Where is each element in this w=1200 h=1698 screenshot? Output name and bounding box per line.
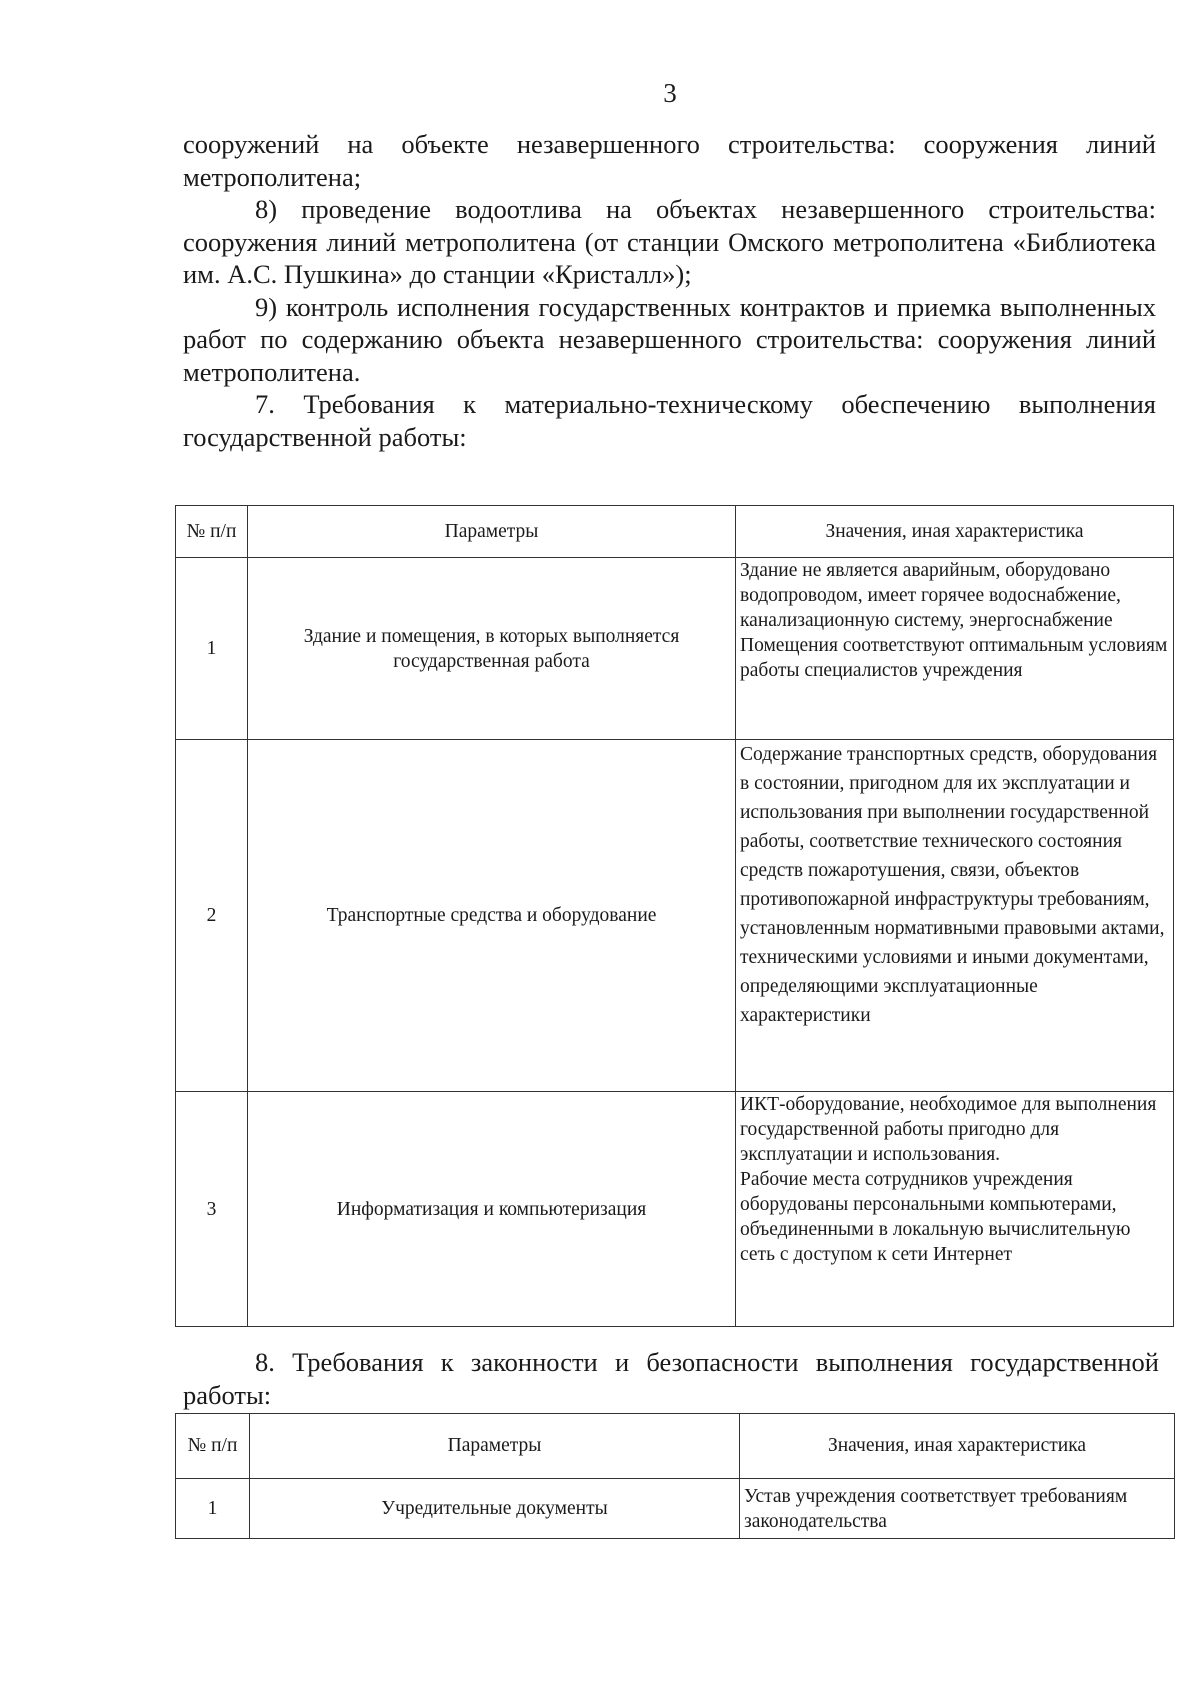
paragraph-continuation: сооружений на объекте незавершенного строительства: сооружения линий метрополитена; <box>183 129 1156 192</box>
column-header-number: № п/п <box>176 506 248 558</box>
row-parameter: Транспортные средства и оборудование <box>248 740 736 1092</box>
row-value: Содержание транспортных средств, оборудования в состоянии, пригодном для их эксплуатации и использования при выполнении государственной работы, соответствие технического состояния средств пожаротушения, связи, объектов противопожарной инфраструктуры требованиям, установленным нормативными правовыми актами, техническими условиями и иными документами, определяющими эксплуатационные характеристики <box>736 740 1174 1092</box>
row-number: 3 <box>176 1092 248 1327</box>
material-technical-requirements-table <box>175 505 1174 1327</box>
column-header-parameters: Параметры <box>250 1414 740 1479</box>
table-header-row <box>176 506 1174 558</box>
table-row <box>176 1092 1174 1327</box>
table-row <box>176 558 1174 740</box>
table-row <box>176 1479 1175 1539</box>
row-parameter: Учредительные документы <box>250 1479 740 1539</box>
row-value: Здание не является аварийным, оборудовано водопроводом, имеет горячее водоснабжение, канализационную систему, энергоснабжение Помещения соответствуют оптимальным условиям работы специалистов учреждения <box>736 558 1174 740</box>
row-value: ИКТ-оборудование, необходимое для выполнения государственной работы пригодно для эксплуатации и использования. Рабочие места сотрудников учреждения оборудованы персональными компьютерами, объединенными в локальную вычислительную сеть с доступом к сети Интернет <box>736 1092 1174 1327</box>
paragraph-item-8: 8) проведение водоотлива на объектах незавершенного строительства: сооружения линий метрополитена (от станции Омского метрополитена «Библиотека им. А.С. Пушкина» до станции «Кристалл»); <box>183 194 1156 289</box>
column-header-parameters: Параметры <box>248 506 736 558</box>
column-header-number: № п/п <box>176 1414 250 1479</box>
row-number: 1 <box>176 1479 250 1539</box>
row-parameter: Здание и помещения, в которых выполняется государственная работа <box>248 558 736 740</box>
row-value: Устав учреждения соответствует требованиям законодательства <box>740 1479 1175 1539</box>
section-8-heading: 8. Требования к законности и безопасности выполнения государственной работы: <box>183 1347 1159 1410</box>
body-text <box>183 128 1156 453</box>
column-header-values: Значения, иная характеристика <box>740 1414 1175 1479</box>
column-header-values: Значения, иная характеристика <box>736 506 1174 558</box>
row-number: 1 <box>176 558 248 740</box>
page-number: 3 <box>663 78 677 108</box>
row-parameter: Информатизация и компьютеризация <box>248 1092 736 1327</box>
paragraph-item-9: 9) контроль исполнения государственных контрактов и приемка выполненных работ по содержанию объекта незавершенного строительства: сооружения линий метрополитена. <box>183 291 1156 387</box>
section-7-heading: 7. Требования к материально-техническому обеспечению выполнения государственной работы: <box>183 389 1156 452</box>
table-row <box>176 740 1174 1092</box>
table-header-row <box>176 1414 1175 1479</box>
row-number: 2 <box>176 740 248 1092</box>
legality-safety-requirements-table <box>175 1413 1175 1539</box>
